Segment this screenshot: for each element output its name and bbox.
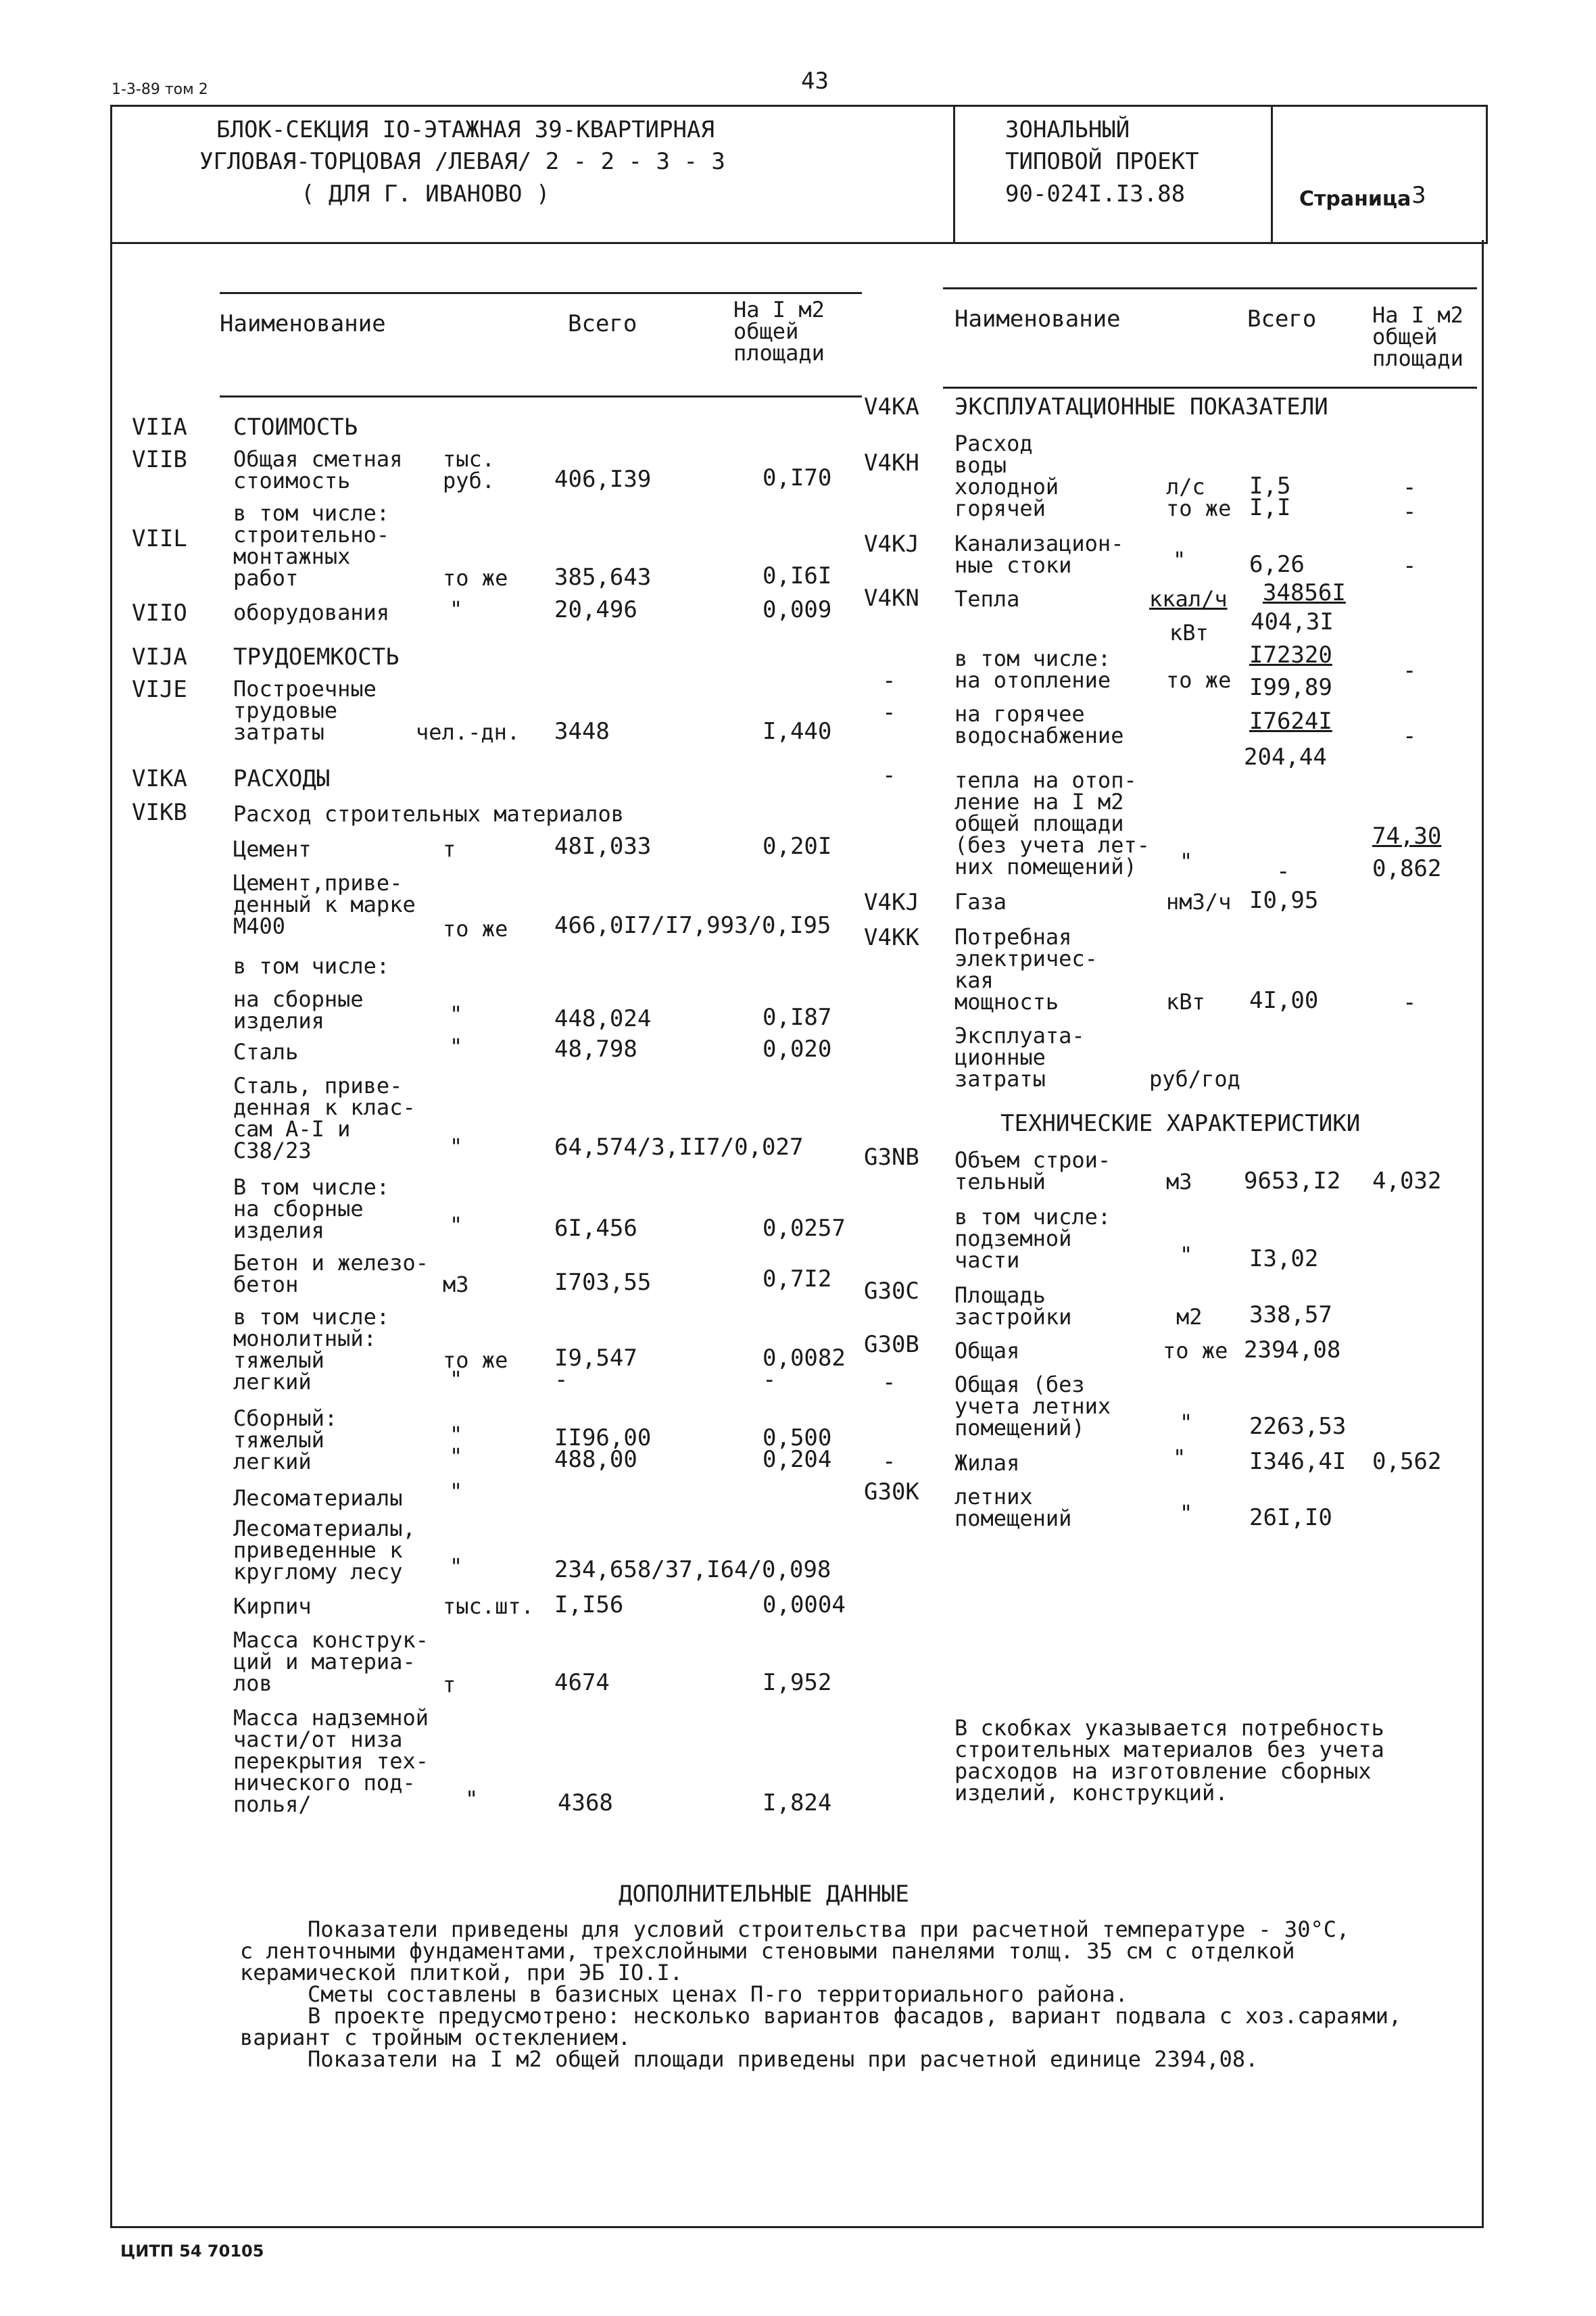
row-label: монтажных <box>233 544 351 569</box>
right-col-per-m2: На I м2 <box>1372 302 1464 328</box>
row-per-m2: - <box>1403 552 1417 579</box>
page-value: 3 <box>1411 182 1426 209</box>
row-label: В том числе: <box>233 1174 390 1200</box>
row-total: 6I,456 <box>554 1215 637 1242</box>
row-code: VIIO <box>132 600 187 627</box>
row-unit: тыс. <box>443 446 495 472</box>
row-code: - <box>882 1448 896 1475</box>
row-label: сам А-I и <box>233 1116 351 1142</box>
row-per-m2: 0,I6I <box>763 562 832 589</box>
row-code: VIKA <box>132 765 187 792</box>
title-divider-2 <box>1271 105 1273 242</box>
right-header-top-rule <box>943 287 1477 289</box>
row-label: застройки <box>954 1304 1072 1330</box>
row-unit: руб/год <box>1149 1066 1240 1092</box>
row-unit: " <box>1180 848 1193 874</box>
title-line-3: ( ДЛЯ Г. ИВАНОВО ) <box>301 180 550 208</box>
row-label: Тепла <box>954 586 1020 612</box>
row-label: ций и материа- <box>233 1649 416 1674</box>
section-labor: ТРУДОЕМКОСТЬ <box>233 644 400 671</box>
section-operational: ЭКСПЛУАТАЦИОННЫЕ ПОКАЗАТЕЛИ <box>954 393 1328 420</box>
row-label: Газа <box>954 889 1007 915</box>
row-label: помещений) <box>954 1415 1085 1441</box>
project-code: 90-024I.I3.88 <box>1005 180 1186 208</box>
row-total: I72320 <box>1249 642 1332 669</box>
row-total: 20,496 <box>554 596 637 623</box>
row-total: 26I,I0 <box>1249 1504 1332 1531</box>
row-per-m2: 0,020 <box>763 1036 832 1063</box>
row-unit: " <box>450 1422 463 1447</box>
row-label: стоимость <box>233 468 351 493</box>
row-label: Цемент,приве- <box>233 870 403 896</box>
row-label: Канализацион- <box>954 531 1124 556</box>
row-total: 4674 <box>554 1669 610 1696</box>
row-code: V4KK <box>864 924 919 951</box>
row-label: на сборные <box>233 986 364 1012</box>
left-col-per-m2-2: общей <box>733 318 799 344</box>
row-label: мощность <box>954 989 1059 1015</box>
row-per-m2: 0,204 <box>763 1446 832 1473</box>
row-label: изделия <box>233 1217 324 1243</box>
row-label: приведенные к <box>233 1537 403 1563</box>
row-label: Кирпич <box>233 1593 312 1619</box>
row-total: I0,95 <box>1249 887 1319 914</box>
row-total: I,I56 <box>554 1591 624 1618</box>
row-per-m2: 0,562 <box>1372 1448 1442 1475</box>
row-unit: т <box>443 836 456 862</box>
row-unit: " <box>450 1478 463 1504</box>
row-per-m2: I,440 <box>763 718 832 745</box>
row-unit: " <box>450 1034 463 1059</box>
row-per-m2: 0,7I2 <box>763 1265 832 1293</box>
row-label: Жилая <box>954 1450 1020 1476</box>
row-per-m2: - <box>1403 723 1417 750</box>
left-header-top-rule <box>220 292 862 294</box>
row-total: - <box>1276 858 1290 885</box>
row-label: денный к марке <box>233 892 416 917</box>
left-col-per-m2: На I м2 <box>733 297 825 322</box>
row-label: строительно- <box>233 522 390 548</box>
row-per-m2: - <box>1403 498 1417 525</box>
row-label: на горячее <box>954 701 1085 727</box>
row-label: Общая <box>954 1338 1020 1364</box>
row-label: кая <box>954 967 994 993</box>
title-line-2: УГЛОВАЯ-ТОРЦОВАЯ /ЛЕВАЯ/ 2 - 2 - 3 - 3 <box>199 148 725 175</box>
row-label: ные стоки <box>954 552 1072 578</box>
row-per-m2: 0,I87 <box>763 1004 832 1031</box>
row-total: 6,26 <box>1249 551 1305 578</box>
row-total: 2394,08 <box>1244 1336 1341 1364</box>
section-technical: ТЕХНИЧЕСКИЕ ХАРАКТЕРИСТИКИ <box>1000 1110 1361 1137</box>
row-label: водоснабжение <box>954 723 1124 748</box>
row-label: затраты <box>954 1066 1046 1092</box>
extra-line: с ленточными фундаментами, трехслойными стеновыми панелями толщ. 35 см с отделкой <box>240 1938 1295 1964</box>
row-total: 3448 <box>554 718 610 745</box>
row-per-m2: 0,0082 <box>763 1345 846 1372</box>
row-total: I346,4I <box>1249 1448 1347 1475</box>
row-label: перекрытия тех- <box>233 1748 429 1774</box>
row-unit: м3 <box>1166 1169 1192 1195</box>
row-total: 448,024 <box>554 1005 652 1032</box>
row-total: 234,658/37,I64/0,098 <box>554 1556 831 1583</box>
row-total: I,I <box>1249 494 1291 521</box>
row-unit: " <box>1173 1445 1186 1470</box>
bottom-border <box>110 2226 1484 2228</box>
row-unit: то же <box>443 1347 508 1373</box>
row-label: тяжелый <box>233 1427 324 1453</box>
row-total: 338,57 <box>1249 1301 1332 1328</box>
extra-line: керамической плиткой, при ЭБ IO.I. <box>240 1960 683 1985</box>
row-label: тельный <box>954 1169 1046 1195</box>
row-total: II96,00 <box>554 1424 652 1451</box>
row-label: Цемент <box>233 836 312 862</box>
section-cost: СТОИМОСТЬ <box>233 414 358 441</box>
row-unit: " <box>1173 547 1186 573</box>
extra-line: Показатели приведены для условий строительства при расчетной температуре - 30°С, <box>308 1916 1350 1942</box>
row-per-m2: 4,032 <box>1372 1167 1442 1195</box>
row-per-m2: - <box>1403 474 1417 501</box>
row-total: 34856I <box>1263 579 1346 606</box>
row-label: Бетон и железо- <box>233 1250 429 1276</box>
row-label: оборудования <box>233 600 390 625</box>
row-label: тепла на отоп- <box>954 767 1137 793</box>
row-label: Построечные <box>233 676 377 702</box>
row-label: Сборный: <box>233 1405 338 1431</box>
row-total: 2263,53 <box>1249 1413 1347 1440</box>
row-label: Объем строи- <box>954 1147 1111 1173</box>
row-label: монолитный: <box>233 1326 377 1351</box>
row-label: круглому лесу <box>233 1559 403 1585</box>
row-code: G30C <box>864 1278 919 1305</box>
row-per-m2: 0,862 <box>1372 855 1442 882</box>
project-line-1: ЗОНАЛЬНЫЙ <box>1005 116 1130 143</box>
row-unit: " <box>450 1553 463 1579</box>
extra-heading: ДОПОЛНИТЕЛЬНЫЕ ДАННЫЕ <box>619 1881 909 1908</box>
row-total: 488,00 <box>554 1446 637 1473</box>
row-label: изделия <box>233 1008 324 1034</box>
row-total: 64,574/3,II7/0,027 <box>554 1134 804 1161</box>
row-unit: то же <box>1163 1338 1228 1364</box>
row-total: 385,643 <box>554 564 652 591</box>
row-per-m2: - <box>1403 989 1417 1016</box>
row-code: V4KJ <box>864 531 919 558</box>
row-code: V4KH <box>864 450 919 477</box>
row-code: V4KN <box>864 585 919 612</box>
row-label: общей площади <box>954 811 1124 836</box>
row-label: электричес- <box>954 946 1098 971</box>
row-label: подземной <box>954 1226 1072 1251</box>
left-border <box>110 240 112 2227</box>
row-label: нического под- <box>233 1770 416 1795</box>
footer-stamp: ЦИТП 54 70105 <box>120 2242 264 2261</box>
row-total: I99,89 <box>1249 674 1332 701</box>
row-total: 406,I39 <box>554 466 652 493</box>
row-unit: то же <box>443 916 508 942</box>
row-total: I3,02 <box>1249 1245 1319 1272</box>
row-label: в том числе: <box>954 646 1111 671</box>
row-per-m2: 74,30 <box>1372 823 1442 850</box>
row-unit: то же <box>1166 496 1232 521</box>
extra-line: вариант с тройным остеклением. <box>240 2025 631 2050</box>
section-expenses: РАСХОДЫ <box>233 765 331 792</box>
page-number: 43 <box>801 68 829 95</box>
row-label: легкий <box>233 1369 312 1395</box>
row-unit: " <box>450 1001 463 1027</box>
row-label: в том числе: <box>233 953 390 979</box>
row-unit: то же <box>1166 667 1232 693</box>
row-code: - <box>882 699 896 726</box>
row-label: С38/23 <box>233 1138 312 1163</box>
title-line-1: БЛОК-СЕКЦИЯ IO-ЭТАЖНАЯ 39-КВАРТИРНАЯ <box>216 116 715 143</box>
row-label: Площадь <box>954 1282 1046 1308</box>
row-label: денная к клас- <box>233 1094 416 1120</box>
row-code: VIIL <box>132 525 187 552</box>
row-label: Потребная <box>954 924 1072 950</box>
row-unit: " <box>450 1443 463 1469</box>
row-per-m2: - <box>1403 657 1417 684</box>
row-per-m2: 0,20I <box>763 833 832 860</box>
row-label: Масса надземной <box>233 1705 429 1731</box>
row-per-m2: 0,500 <box>763 1424 832 1451</box>
note-line: строительных материалов без учета <box>954 1737 1384 1762</box>
row-per-m2: 0,0257 <box>763 1215 846 1242</box>
row-label: Лесоматериалы <box>233 1485 403 1511</box>
row-unit: нм3/ч <box>1166 889 1232 915</box>
left-col-total: Всего <box>568 310 637 337</box>
row-total: I,5 <box>1249 473 1291 500</box>
row-label: летних <box>954 1484 1033 1510</box>
row-label: Общая (без <box>954 1372 1085 1397</box>
row-label: в том числе: <box>233 500 390 526</box>
project-line-2: ТИПОВОЙ ПРОЕКТ <box>1005 148 1199 175</box>
row-label: учета летних <box>954 1393 1111 1419</box>
row-label: полья/ <box>233 1791 312 1817</box>
row-label: них помещений) <box>954 854 1137 879</box>
title-divider <box>953 105 955 242</box>
row-label: Масса конструк- <box>233 1627 429 1653</box>
row-unit: м3 <box>443 1272 469 1297</box>
row-label: ление на I м2 <box>954 789 1124 815</box>
row-label: на отопление <box>954 667 1111 693</box>
row-unit: кВт <box>1169 620 1209 646</box>
row-unit: " <box>450 596 463 622</box>
row-label: в том числе: <box>954 1204 1111 1230</box>
row-total: 48I,033 <box>554 833 652 860</box>
row-label: Эксплуата- <box>954 1023 1085 1048</box>
row-code: - <box>882 1369 896 1396</box>
left-header-bottom-rule <box>220 395 862 397</box>
row-label: Расход <box>954 431 1033 456</box>
row-per-m2: I,952 <box>763 1669 832 1696</box>
row-label: помещений <box>954 1505 1072 1531</box>
extra-line: Сметы составлены в базисных ценах П-го территориального района. <box>308 1981 1128 2007</box>
row-total: I703,55 <box>554 1269 652 1296</box>
right-header-bottom-rule <box>943 387 1477 389</box>
row-code: - <box>882 762 896 789</box>
row-total: 9653,I2 <box>1244 1167 1341 1195</box>
row-label: на сборные <box>233 1196 364 1222</box>
row-code: VIJA <box>132 644 187 671</box>
row-code: G30K <box>864 1478 919 1505</box>
row-label: работ <box>233 565 299 591</box>
row-code: V4KJ <box>864 889 919 916</box>
row-unit: л/с <box>1166 474 1205 500</box>
row-code: - <box>882 667 896 694</box>
row-total: 204,44 <box>1244 744 1327 771</box>
row-label: горячей <box>954 496 1046 521</box>
row-label: легкий <box>233 1449 312 1474</box>
row-label: затраты <box>233 719 324 745</box>
row-code: VIKB <box>132 799 187 826</box>
note-line: расходов на изготовление сборных <box>954 1758 1372 1784</box>
row-label: части/от низа <box>233 1727 403 1752</box>
row-unit: м2 <box>1176 1304 1203 1330</box>
left-col-name: Наименование <box>220 310 386 337</box>
row-total: I7624I <box>1249 708 1332 735</box>
row-label: холодной <box>954 474 1059 500</box>
row-unit: " <box>465 1786 479 1812</box>
doc-ref: 1-3-89 том 2 <box>112 81 208 98</box>
row-label: трудовые <box>233 698 338 723</box>
row-total: 4I,00 <box>1249 987 1319 1014</box>
row-unit: чел.-дн. <box>416 719 521 745</box>
row-code: G30B <box>864 1331 919 1358</box>
row-code: VIJE <box>132 676 187 703</box>
row-label: ционные <box>954 1044 1046 1070</box>
row-per-m2: 0,0004 <box>763 1591 846 1618</box>
row-code: VIIB <box>132 446 187 473</box>
row-unit: тыс.шт. <box>443 1593 534 1619</box>
row-label: части <box>954 1247 1020 1273</box>
row-total: 404,3I <box>1251 608 1334 635</box>
row-unit: " <box>1180 1409 1193 1435</box>
row-label: Лесоматериалы, <box>233 1516 416 1541</box>
row-label: (без учета лет- <box>954 832 1150 858</box>
row-per-m2: 0,I70 <box>763 464 832 491</box>
note-line: изделий, конструкций. <box>954 1780 1228 1806</box>
row-per-m2: - <box>763 1366 777 1393</box>
extra-line: В проекте предусмотрено: несколько вариантов фасадов, вариант подвала с хоз.сараями, <box>308 2003 1402 2029</box>
materials-heading: Расход строительных материалов <box>233 801 624 827</box>
row-code: G3NB <box>864 1144 919 1171</box>
row-unit: руб. <box>443 468 495 493</box>
row-label: Сталь <box>233 1039 299 1065</box>
right-border <box>1482 240 1484 2227</box>
row-label: М400 <box>233 913 286 939</box>
right-col-per-m2-3: площади <box>1372 345 1464 371</box>
note-line: В скобках указывается потребность <box>954 1715 1384 1741</box>
row-total: - <box>554 1366 569 1393</box>
row-total: I9,547 <box>554 1345 637 1372</box>
row-label: воды <box>954 452 1007 478</box>
row-label: в том числе: <box>233 1304 390 1330</box>
row-unit: " <box>1180 1242 1193 1268</box>
row-unit: ккал/ч <box>1149 586 1228 612</box>
row-unit: кВт <box>1166 989 1205 1015</box>
row-unit: то же <box>443 565 508 591</box>
row-per-m2: I,824 <box>763 1789 832 1816</box>
extra-line: Показатели на I м2 общей площади приведены при расчетной единице 2394,08. <box>308 2046 1259 2072</box>
row-total: 4368 <box>558 1789 613 1816</box>
row-total: 466,0I7/I7,993/0,I95 <box>554 912 831 939</box>
right-col-per-m2-2: общей <box>1372 324 1438 349</box>
row-total: 48,798 <box>554 1036 637 1063</box>
left-col-per-m2-3: площади <box>733 340 825 366</box>
row-unit: " <box>450 1212 463 1238</box>
row-code: VIIA <box>132 414 187 441</box>
row-unit: " <box>450 1366 463 1392</box>
page-label: Страница <box>1299 187 1411 211</box>
row-code: V4KA <box>864 393 919 420</box>
row-label: Общая сметная <box>233 446 403 472</box>
row-per-m2: 0,009 <box>763 596 832 623</box>
row-label: бетон <box>233 1272 299 1297</box>
row-label: Сталь, приве- <box>233 1073 403 1099</box>
row-unit: т <box>443 1672 456 1697</box>
row-label: тяжелый <box>233 1347 324 1373</box>
row-unit: " <box>450 1134 463 1159</box>
right-col-total: Всего <box>1247 306 1317 333</box>
row-label: лов <box>233 1670 272 1696</box>
row-unit: " <box>1180 1500 1193 1526</box>
right-col-name: Наименование <box>954 306 1121 333</box>
